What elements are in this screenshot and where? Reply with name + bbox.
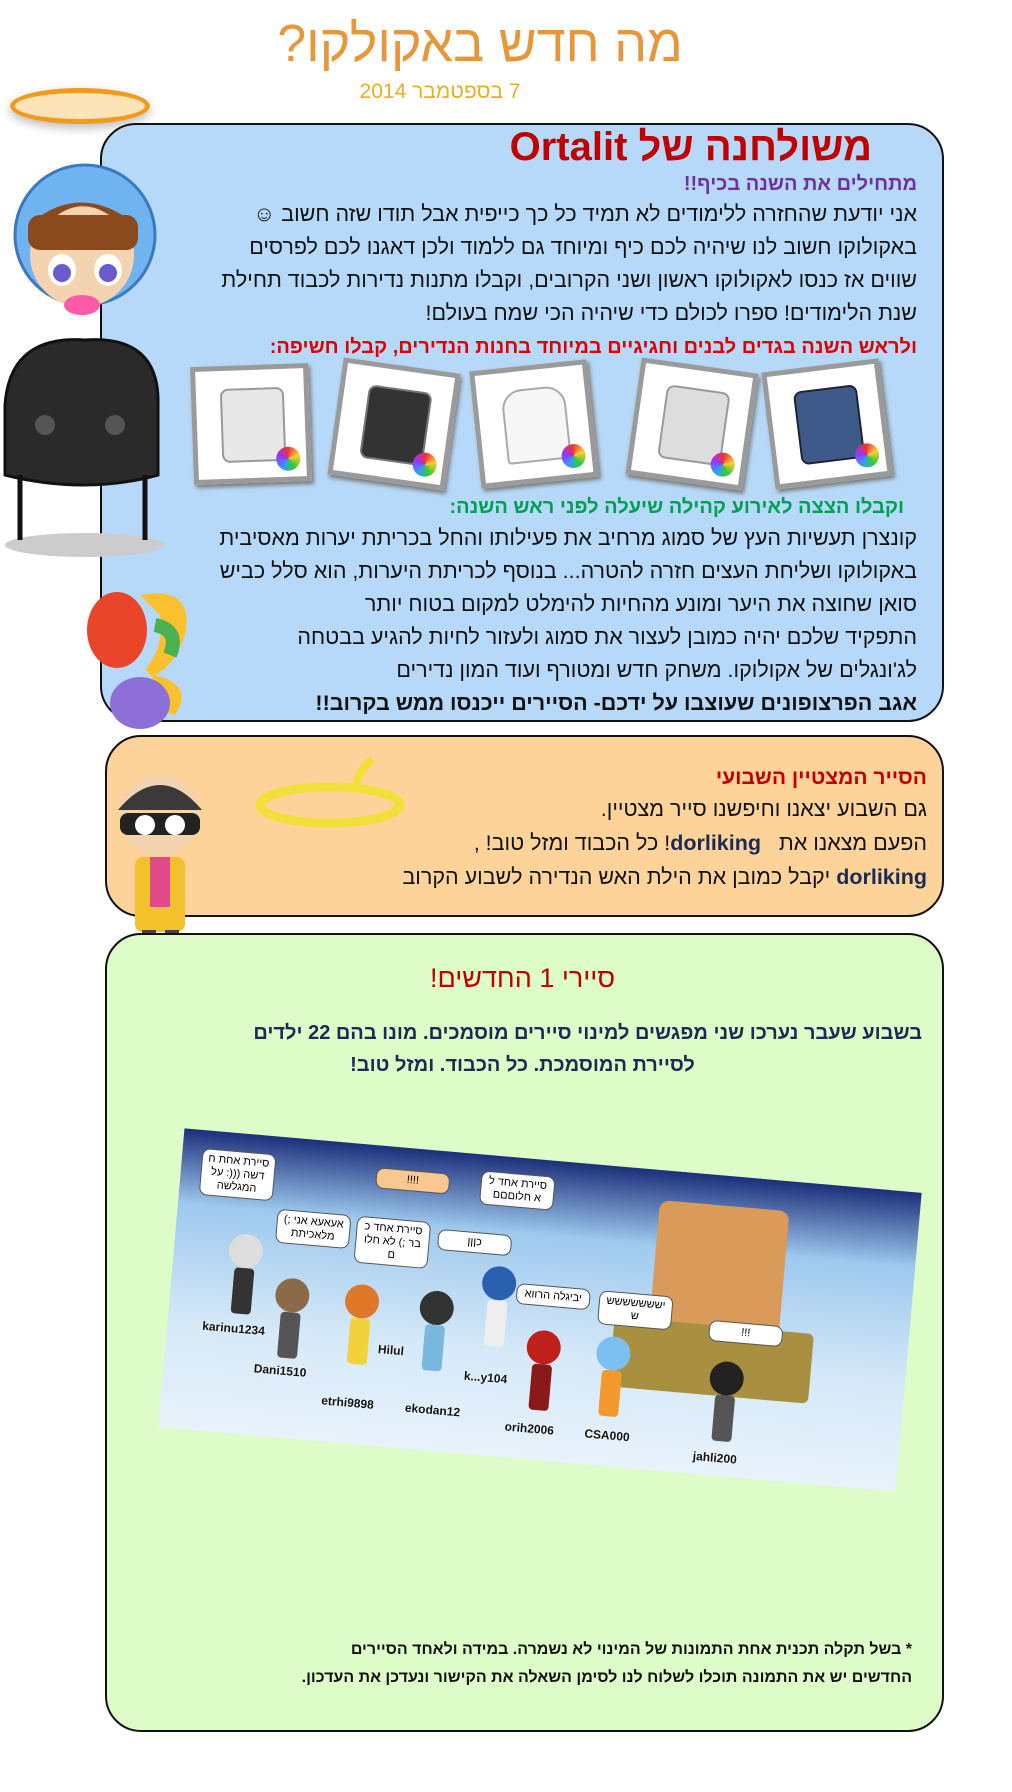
new-rangers-line: לסיירת המוסמכת. כל הכבוד. ומזל טוב! (350, 1054, 695, 1076)
username-label: Dani1510 (253, 1361, 307, 1380)
event-line: קונצרן תעשיות העץ של סמוג מרחיב את פעילותו והחל בכריתת יערות מאסיבית (219, 526, 917, 550)
chat-bubble: כןןן (437, 1229, 513, 1256)
ortalit-line: שווים אז כנסו לאקולוקו ראשון ושני הקרובים, וקבלו מתנות נדירות לכבוד תחילת (221, 268, 917, 292)
avatar (591, 1335, 632, 1418)
event-title: וקבלו הצצה לאירוע קהילה שיעלה לפני ראש השנה: (449, 496, 904, 518)
username-label: jahli200 (692, 1448, 738, 1467)
username-label: karinu1234 (201, 1318, 266, 1339)
event-footer: אגב הפרצופונים שעוצבו על ידכם- הסיירים ייכנסו ממש בקרוב!! (315, 691, 917, 715)
footnote-line: * בשל תקלה תכנית אחת התמונות של המינוי לא נשמרה. במידה ולאחד הסיירים (350, 1641, 912, 1658)
ortalit-subtitle: מתחילים את השנה בכיף!! (683, 173, 917, 195)
avatar (704, 1360, 745, 1443)
ranger-name: dorliking (670, 831, 761, 855)
ranger-line (474, 830, 927, 856)
event-line: התפקיד שלכם יהיה כמובן לעצור את סמוג ולעזור לחיות להגיע בבטחה (297, 625, 917, 649)
avatar (224, 1233, 265, 1316)
avatar (270, 1277, 311, 1360)
ranger-line-pre: הפעם מצאנו את (778, 831, 927, 855)
rare-shop-highlight: ולראש השנה בגדים לבנים וחגיגיים במיוחד בחנות הנדירים, קבלו חשיפה: (269, 336, 917, 358)
ortalit-line: באקולוקו חשוב לנו שיהיה לכם כיף ומיוחד גם ללמוד ולכן דאגנו לכם לפרסים (249, 235, 917, 259)
footnote-line: החדשים יש את התמונה תוכלו לשלוח לנו לסימן השאלה את הקישור ונעדכן את העדכון. (301, 1669, 912, 1686)
chat-bubble: סיירת אחד כבר ;) לא חלום (353, 1216, 431, 1269)
username-label: etrhi9898 (320, 1393, 375, 1412)
chat-bubble: סיירת אחד לא חלוםםם (479, 1170, 556, 1210)
avatar (477, 1265, 518, 1348)
item-white-shirt (625, 357, 758, 490)
ranger-line-post: יקבל כמובן את הילת האש הנדירה לשבוע הקרוב (402, 865, 831, 889)
halo-icon (10, 88, 150, 124)
ranger-line: גם השבוע יצאנו וחיפשנו סייר מצטיין. (600, 797, 927, 821)
baby-stroller-character (0, 175, 175, 565)
page-title: מה חדש באקולקו? (277, 15, 683, 73)
new-rangers-title: סיירי 1 החדשים! (429, 963, 616, 993)
avatar (414, 1290, 455, 1373)
username-label: CSA000 (583, 1426, 631, 1445)
chat-bubble: אעאעא אני ;) מלאכיתת (275, 1209, 352, 1249)
ortalit-line: אני יודעת שהחזרה ללימודים לא תמיד כל כך כייפית אבל תודו שזה חשוב ☺ (253, 202, 917, 226)
golden-halo-icon (255, 755, 405, 830)
item-jeans (761, 358, 893, 490)
ceremony-screenshot (158, 1128, 921, 1491)
chat-bubble: סיירת אחת חדשה (((: על המגלשה (199, 1148, 277, 1201)
event-line: לג'ונגלים של אקולוקו. משחק חדש ומטורף ועוד המון נדירים (396, 658, 917, 682)
item-white-dress (469, 359, 599, 489)
item-black-jacket (327, 357, 460, 490)
chat-bubble: יביגלה הרווא (515, 1283, 591, 1310)
avatar (340, 1283, 381, 1366)
ortalit-title: משולחנה של Ortalit (509, 125, 872, 169)
username-label: orih2006 (504, 1419, 555, 1438)
ranger-line-post: ! כל הכבוד ומזל טוב! , (473, 831, 671, 855)
ranger-name: dorliking (836, 865, 927, 889)
ranger-line (402, 864, 927, 890)
new-rangers-line: בשבוע שעבר נערכו שני מפגשים למינוי סיירים מוסמכים. מונו בהם 22 ילדים (253, 1022, 922, 1044)
ortalit-line: שנת הלימודים! ספרו לכולם כדי שיהיה הכי שמח בעולם! (425, 301, 917, 325)
event-line: באקולוקו ושליחת העצים חזרה להטרה... בנוסף לכריתת היערות, הוא סלל כביש (219, 559, 917, 583)
avatar (521, 1329, 562, 1412)
chat-bubble: ישששששששש (597, 1290, 674, 1330)
chat-bubble: !!! (708, 1320, 784, 1347)
chat-bubble: !!!! (375, 1167, 451, 1194)
username-label: k...y104 (463, 1368, 508, 1387)
balloons-icon (85, 585, 205, 735)
item-white-pants (190, 363, 312, 485)
username-label: ekodan12 (404, 1400, 461, 1420)
ranger-title: הסייר המצטיין השבועי (715, 766, 927, 789)
username-label: Hilul (377, 1342, 405, 1359)
event-line: סואן שחוצה את היער ומונע מהחיות להימלט למקום בטוח יותר (364, 592, 917, 616)
issue-date: 7 בספטמבר 2014 (359, 80, 521, 103)
